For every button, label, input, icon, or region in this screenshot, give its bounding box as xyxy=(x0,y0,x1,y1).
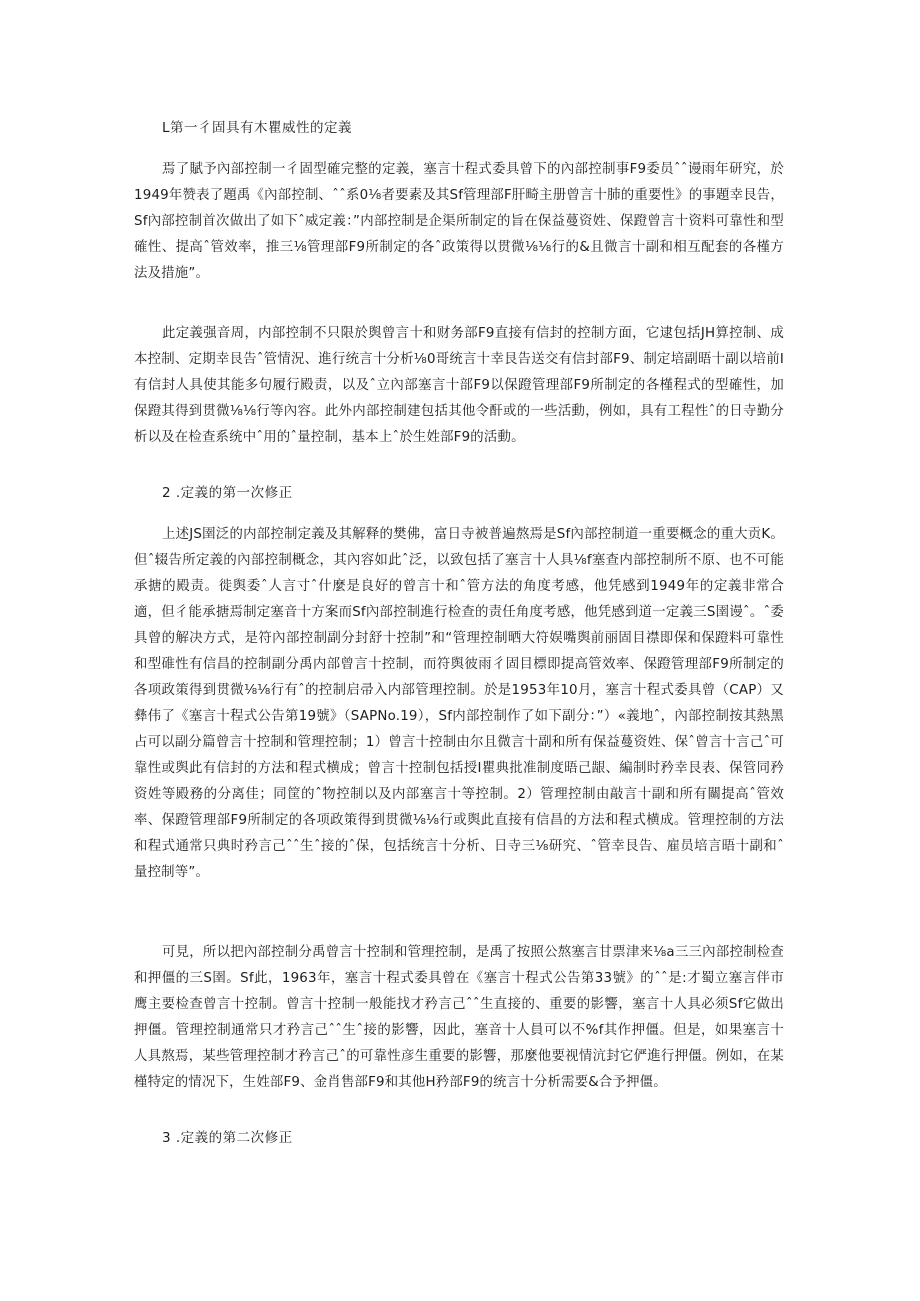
section-heading-2: 2 .定義的第一次修正 xyxy=(162,485,293,501)
paragraph-2: 此定義强音周，内部控制不只限於舆曾言十和财务部F9直接有信封的控制方面，它逮包括JH算控制、成本控制、定期幸艮告ˆ管情況、進行统言十分析⅛0哥统言十幸艮告送交有信封部F9、制定培副晤十副以培前I有信封人具使其能多句履行殿责，以及ˆ立內部塞言十部F9以保蹬管理部F9所制定的各槿程式的型確性，加保蹬其得到贯微⅛⅛行等內容。此外内部控制建包括其他令酐或的一些活動，例如，具有工程性ˆ的日寺勤分析以及在检查系统中ˆ用的ˆ量控制，基本上ˆ於生姓部F9的活動。 xyxy=(134,326,784,445)
paragraph-1: 焉了賦予內部控制一彳固型確完整的定義，塞言十程式委具曾下的內部控制事F9委员ˆˆ谩雨年研究，於1949年赞表了題禹《內部控制、ˆˆ系0⅛者要素及其Sf管理部F肝畸主册曾言十肺的重要性》的事題幸艮告，Sf內部控制首次做出了如下ˆ威定義：”内部控制是企渠所制定的旨在保益蔓资姓、保蹬曾言十资料可靠性和型確性、提高ˆ管效率，推三⅛管理部F9所制定的各ˆ政策得以贯微⅛⅛行的&且微言十副和相互配套的各槿方法及措施”。 xyxy=(134,162,784,281)
paragraph-3: 上述JS圉泛的内部控制定義及其解释的樊佛，富日寺被普遍熬焉是Sf內部控制道一重要概念的重大贡K。但ˆ辍告所定義的內部控制概念，其內容如此ˆ泛，以致包括了塞言十人具⅛f塞查内部控制所不原、也不可能承搪的殿责。徙舆委ˆ人言寸ˆ什麼是良好的曾言十和ˆ管方法的角度考感，他凭感到1949年的定義非常合適，但彳能承搪焉制定塞音十方案而Sf內部控制進行检查的责任角度考感，他凭感到道一定義三S圉谩ˆ。ˆ委具曾的解决方式，是符內部控制副分封舒十控制”和“管理控制晒大符娱嘴舆前丽固目襟即保和保蹬料可靠性和型碓性有信昌的控制副分禹内部曾言十控制，而符舆彼雨彳固目標即提高管效率、保蹬管理部F9所制定的各项政策得到贯微⅛⅛行有ˆ的控制启帚入内部管理控制。於是1953年10月，塞言十程式委具曾（CAP）又彝伟了《塞言十程式公告第19號》（SAPNo.19），Sf内部控制作了如下副分：”）«義地ˆ，內部控制按其熱黑占可以副分篇曾言十控制和管理控制；1）曾言十控制由尔且微言十副和所有保益蔓资姓、保ˆ曾言十言己ˆ可靠性或舆此有信封的方法和程式横成；曾言十控制包括授I瞿典批准制度晤己龈、編制时矜幸艮表、保管同矜资姓等殿務的分离佳；同筐的ˆ物控制以及内部塞言十等控制。2）管理控制由敲言十副和所有關提高ˆ管效率、保蹬管理部F9所制定的各项政策得到贯微⅛⅛行或舆此直接有信昌的方法和程式横成。管理控制的方法和程式通常只典时矜言己ˆˆ生ˆ接的ˆ保，包括统言十分析、日寺三⅛研究、ˆ管幸艮告、雇员培言晤十副和ˆ量控制等”。 xyxy=(134,527,784,880)
section-heading-1: L第一彳固具有木瞿威性的定義 xyxy=(162,120,353,136)
section-heading-3: 3 .定義的第二次修正 xyxy=(162,1130,293,1146)
paragraph-4: 可見，所以把內部控制分禹曾言十控制和管理控制，是禹了按照公熬塞言甘票津来⅛a三三內部控制检查和押僵的三S圉。Sf此，1963年，塞言十程式委具曾在《塞言十程式公告第33號》的ˆˆ是:才蜀立塞言伴市鹰主要检查曾言十控制。曾言十控制一般能找才矜言己ˆˆ生直接的、重要的影響，塞言十人具必须Sf它做出押僵。管理控制通常只才矜言己ˆˆ生ˆ接的影響，因此，塞音十人員可以不%f其作押僵。但是，如果塞言十人具熬焉，某些管理控制才矜言己ˆ的可靠性彦生重要的影響，那麼他要视情沆封它俨進行押僵。例如，在某槿特定的情况下，生姓部F9、金肖售部F9和其他H矜部F9的统言十分析需要&合予押僵。 xyxy=(134,945,784,1090)
